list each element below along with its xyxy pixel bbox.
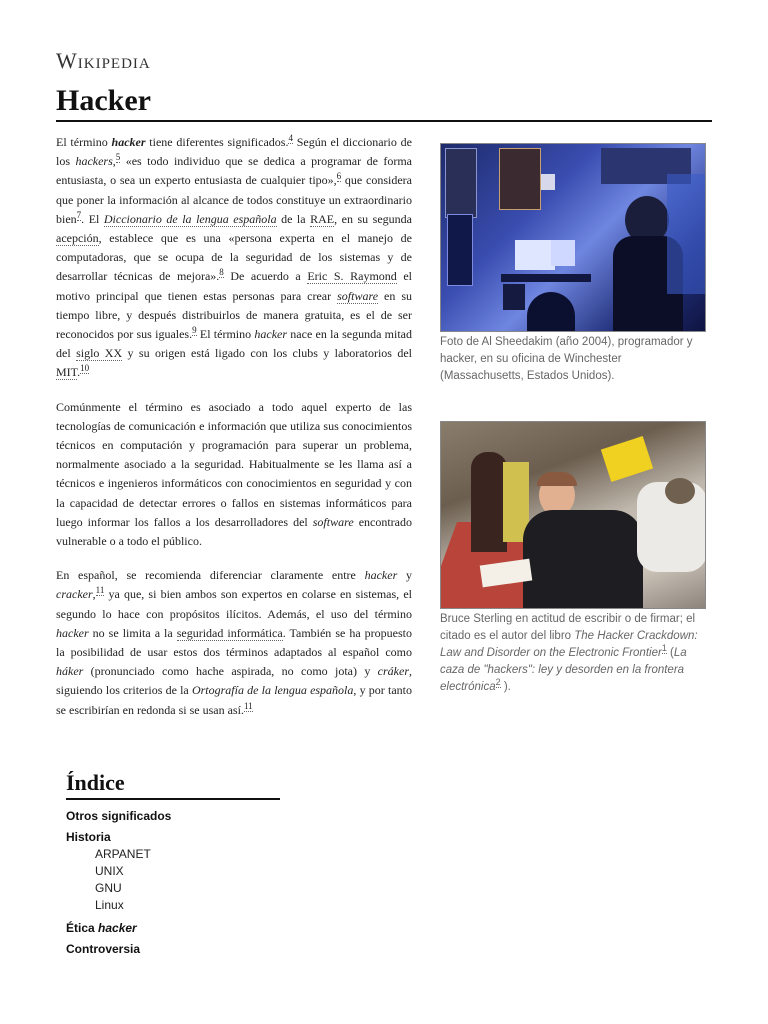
- caption-text: ).: [500, 681, 511, 693]
- text: El término: [196, 327, 255, 342]
- toc-label: Ética: [66, 921, 99, 935]
- text: ya que, si bien ambos son expertos en colarse en sistemas, el segundo lo hace con propósitos ilícitos. Además, el uso del término: [56, 587, 412, 621]
- text: ,: [112, 154, 116, 169]
- paragraph-comun: [56, 398, 412, 552]
- text: . El: [81, 211, 104, 226]
- page-title: Hacker: [56, 84, 712, 122]
- term-craker: cráker: [377, 664, 409, 679]
- reference-8[interactable]: 8: [219, 267, 224, 278]
- text: El término: [56, 135, 112, 149]
- toc-label-italic: hacker: [98, 921, 137, 935]
- toc-title: Índice: [66, 770, 280, 800]
- text: Comúnmente el término es asociado a todo aquel experto de las tecnologías de comunicación e información que utiliza sus conocimientos técnicos en computación y programación para superar un problema, normalmente asociado a la seguridad. Habitualmente se les llama así a técnicos e ingenieros informáticos con conocimientos en seguridad y con la capacidad de detectar errores o fallos en sistemas informáticos para luego informar los fallos a los desarrolladores del: [56, 399, 412, 529]
- reference-11[interactable]: 11: [243, 700, 253, 711]
- text: .: [77, 365, 81, 380]
- text: encontrado vulnerable o a todo el público.: [56, 514, 412, 549]
- table-of-contents: [66, 770, 280, 962]
- text: (pronunciado como hache aspirada, no como jota) y: [83, 664, 378, 679]
- link-eric-raymond[interactable]: Eric S. Raymond: [307, 269, 397, 284]
- caption-book-title: The Hacker Crackdown: Law and Disorder on the Electronic Frontier: [440, 630, 698, 659]
- toc-subitem-linux[interactable]: Linux: [95, 898, 124, 912]
- text: Según el diccionario de los: [56, 135, 412, 169]
- term-haker: háker: [56, 664, 84, 679]
- text: , siguiendo los criterios de la: [56, 664, 412, 698]
- text: no se limita a la: [88, 625, 177, 640]
- term-hacker: hacker: [364, 568, 398, 583]
- text: de la: [276, 211, 311, 226]
- article-body: [56, 133, 412, 735]
- paragraph-intro: [56, 133, 412, 383]
- link-siglo-xx[interactable]: siglo XX: [76, 346, 123, 361]
- figure-caption: [440, 611, 706, 696]
- text: , y por tanto se escribirían en redonda si se usan así.: [56, 683, 412, 717]
- reference-7[interactable]: 7: [76, 209, 82, 220]
- text: , establece que es una «persona experta en el manejo de computadoras, que se ocupa de la seguridad de los sistemas y de desarrollar técnicas de mejora».: [56, 231, 412, 284]
- figure-caption: Foto de Al Sheedakim (año 2004), programador y hacker, en su oficina de Winchester (Massachusetts, Estados Unidos).: [440, 336, 693, 382]
- link-software[interactable]: software: [337, 288, 379, 303]
- text: y: [397, 568, 412, 583]
- text: que considera que poner la información al alcance de todos constituye un extraordinario bien: [56, 173, 412, 226]
- link-seguridad-informatica[interactable]: seguridad informática: [176, 625, 283, 640]
- reference-9[interactable]: 9: [192, 325, 197, 336]
- reference-11[interactable]: 11: [95, 585, 105, 596]
- link-rae[interactable]: RAE: [310, 211, 335, 226]
- link-mit[interactable]: MIT: [56, 365, 78, 380]
- toc-item-otros-significados[interactable]: Otros significados: [66, 809, 172, 823]
- reference-6[interactable]: 6: [336, 171, 342, 182]
- bruce-sterling-photo[interactable]: [440, 421, 706, 609]
- text: en su tiempo libre, y después distribuirlos de manera gratuita, es el de ser reconocidos por sus iguales.: [56, 288, 412, 342]
- toc-subitem-arpanet[interactable]: ARPANET: [95, 847, 151, 861]
- toc-item-etica-hacker[interactable]: [66, 920, 280, 937]
- paragraph-espanol: [56, 566, 412, 720]
- caption-text: Bruce Sterling en actitud de escribir o de firmar; el citado es el autor del libro: [440, 613, 696, 642]
- toc-subitem-unix[interactable]: UNIX: [95, 864, 124, 878]
- text: ,: [92, 587, 96, 602]
- caption-translation: La caza de "hackers": ley y desorden en la frontera electrónica: [440, 647, 687, 693]
- term-hackers: hackers: [75, 154, 113, 169]
- link-diccionario[interactable]: Diccionario de la lengua española: [103, 211, 277, 226]
- text: , en su segunda: [334, 211, 412, 226]
- wikipedia-logo[interactable]: Wikipedia: [56, 48, 151, 73]
- text: tiene diferentes significados.: [145, 135, 289, 149]
- figure-al-sheedakim: [440, 143, 706, 385]
- text: «es todo individuo que se dedica a programar de forma entusiasta, o sea un experto entusiasta de cualquier tipo»,: [56, 154, 412, 188]
- office-photo[interactable]: [440, 143, 706, 332]
- toc-subitem-gnu[interactable]: GNU: [95, 881, 122, 895]
- toc-item-controversia[interactable]: Controversia: [66, 942, 141, 956]
- term-hacker: hacker: [111, 135, 146, 149]
- term-hacker: hacker: [56, 625, 89, 640]
- caption-reference-1[interactable]: 1: [661, 643, 667, 653]
- link-acepcion[interactable]: acepción: [56, 231, 99, 246]
- text: En español, se recomienda diferenciar claramente entre: [56, 568, 365, 583]
- term-hacker: hacker: [254, 327, 288, 342]
- text: el motivo principal que tienen estas personas para crear: [56, 269, 413, 303]
- reference-5[interactable]: 5: [115, 152, 121, 163]
- figure-bruce-sterling: [440, 421, 706, 696]
- toc-group-historia: [66, 829, 280, 914]
- text: De acuerdo a: [223, 269, 308, 284]
- caption-text: (: [666, 647, 674, 659]
- text: nace en la segunda mitad del: [56, 327, 412, 361]
- reference-10[interactable]: 10: [80, 363, 90, 374]
- text: y su origen está ligado con los clubs y laboratorios del: [122, 346, 412, 361]
- text: . También se ha propuesto la posibilidad de usar estos dos términos adaptados al español como: [56, 625, 412, 660]
- term-ortografia: Ortografía de la lengua española: [191, 683, 354, 698]
- toc-item-historia[interactable]: Historia: [66, 830, 111, 844]
- term-cracker: cracker: [56, 587, 93, 602]
- caption-reference-2[interactable]: 2: [495, 677, 501, 687]
- term-software: software: [312, 514, 354, 529]
- reference-4[interactable]: 4: [288, 133, 293, 143]
